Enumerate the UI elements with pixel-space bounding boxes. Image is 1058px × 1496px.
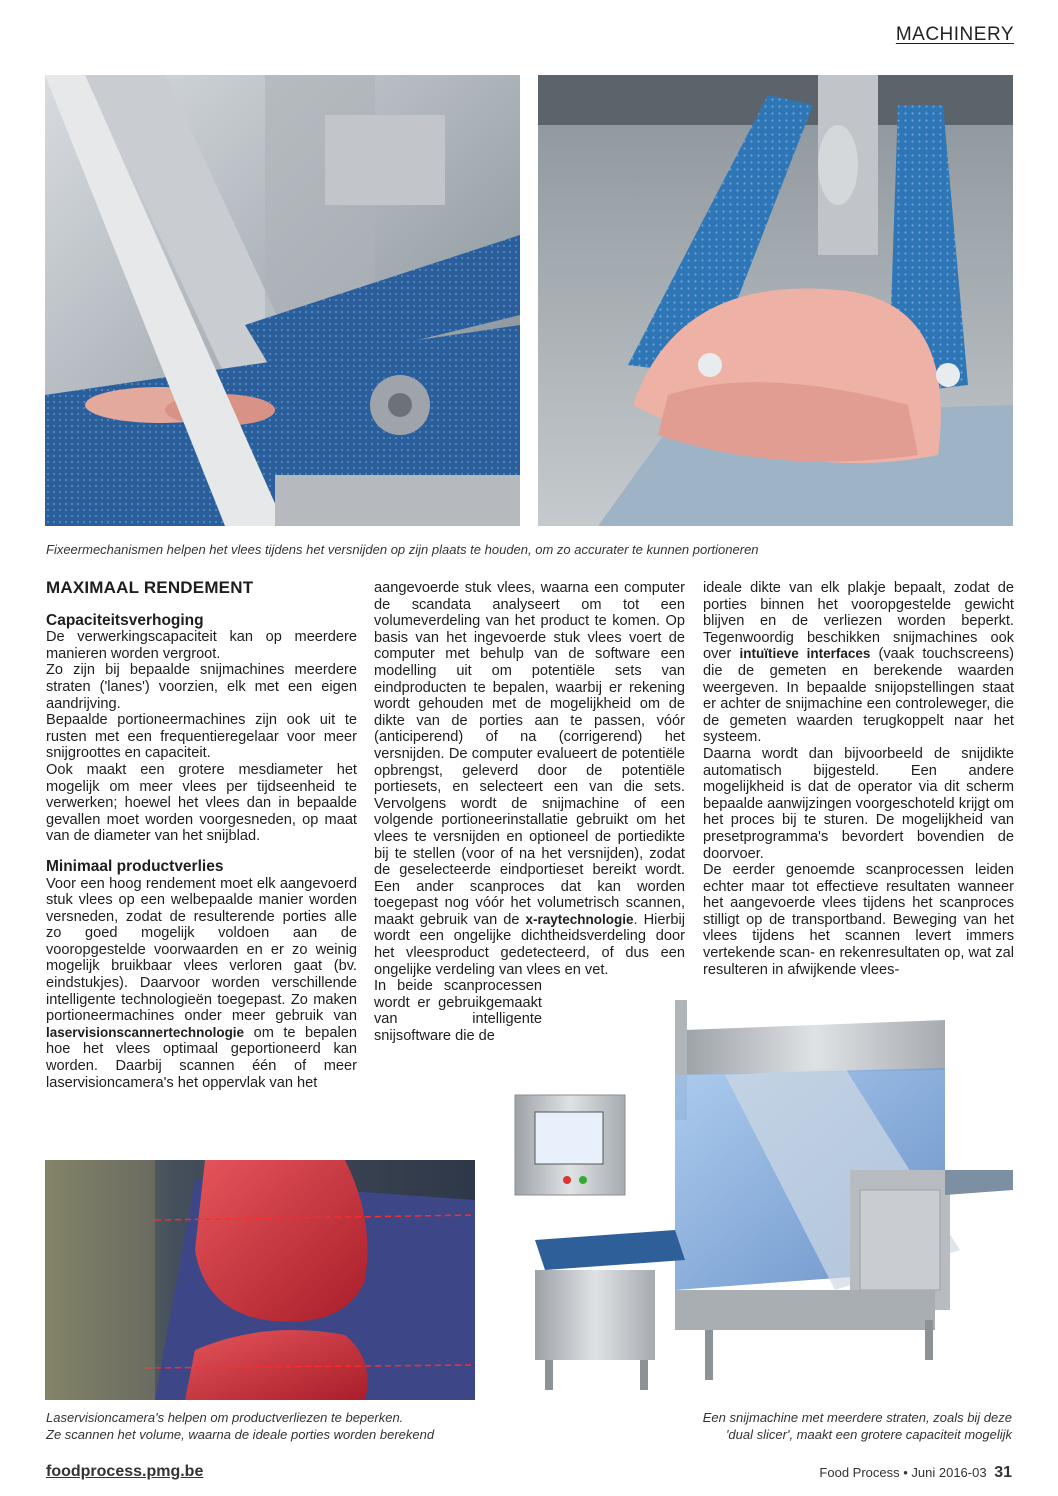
page-number: 31 xyxy=(994,1464,1012,1481)
article-title: MAXIMAAL RENDEMENT xyxy=(46,578,254,597)
photo-laservision xyxy=(45,1160,475,1400)
text-run: ideale dikte van elk plakje bepaalt, zodat de porties binnen het vooropgestelde gewicht blijven en de verliezen worden beperkt. Tegenwoordig beschikken snijmachines ook over xyxy=(703,580,1014,663)
caption-top: Fixeermechanismen helpen het vlees tijdens het versnijden op zijn plaats te houden, om zo accurater te kunnen portioneren xyxy=(46,542,759,557)
caption-bottom-left xyxy=(46,1409,466,1443)
caption-bottom-right xyxy=(592,1409,1012,1443)
subheading-product-loss: Minimaal productverlies xyxy=(46,857,224,875)
caption-line: Ze scannen het volume, waarna de ideale porties worden berekend xyxy=(46,1427,435,1442)
section-tag: MACHINERY xyxy=(895,24,1014,45)
footer-url[interactable]: foodprocess.pmg.be xyxy=(46,1463,204,1480)
article-column-1 xyxy=(46,580,357,1091)
paragraph xyxy=(703,580,1014,746)
text-run: Voor een hoog rendement moet elk aangevoerd stuk vlees op een welbepaalde manier worden versneden, zodat de resulterende porties alle zo goed mogelijk voldoen aan de vooropgestelde voorwaarden en er zo weinig mogelijk bruikbaar vlees verloren gaat (bv. eindstukjes). Daarvoor worden verschillende intelligente technologieën toegepast. Zo maken portioneermachines onder meer gebruik van xyxy=(46,875,357,1025)
paragraph: De verwerkingscapaciteit kan op meerdere manieren worden vergroot. xyxy=(46,629,357,662)
photo-fixing-mechanism xyxy=(45,75,520,526)
article-column-3 xyxy=(703,580,1014,978)
paragraph xyxy=(374,580,685,978)
text-run: (vaak touchscreens) die de gemeten en berekende waarden weergeven. In bepaalde snijopstellingen staat er achter de snijmachine een controleweger, die de gemeten waarden terugkoppelt naar het systeem. xyxy=(703,646,1014,746)
paragraph: Daarna wordt dan bijvoorbeeld de snijdikte automatisch bijgesteld. Een andere mogelijkheid is dat de operator via dit scherm bepaalde aanwijzingen voorgeschoteld krijgt om het proces bij te sturen. De mogelijkheid van presetprogramma's bevordert bovendien de doorvoer. xyxy=(703,745,1014,862)
photo-meat-between-belts xyxy=(538,75,1013,526)
photo-dual-slicer xyxy=(505,990,1013,1402)
paragraph xyxy=(46,876,357,1092)
footer-issue xyxy=(819,1464,1012,1482)
article-column-2 xyxy=(374,580,685,1045)
paragraph: Ook maakt een grotere mesdiameter het mogelijk om meer vlees per tijdseenheid te verwerken; hoewel het vlees dan in bepaalde gevallen moet worden voorgesneden, op maat van de diameter van het snijblad. xyxy=(46,761,357,845)
paragraph: Zo zijn bij bepaalde snijmachines meerdere straten ('lanes') voorzien, elk met een eigen aandrijving. xyxy=(46,662,357,712)
issue-label: Food Process • Juni 2016-03 xyxy=(819,1465,987,1480)
text-run: aangevoerde stuk vlees, waarna een computer de scandata analyseert om tot een volumeverdeling van het product te komen. Op basis van het ingevoerde stuk vlees voert de computer met behulp van de software een modelling uit om potentiële sets van eindproducten te bepalen, waarbij er rekening wordt gehouden met de mogelijkheid om de dikte van de porties aan te passen, vóór (anticiperend) of na (corrigerend) het versnijden. De computer evalueert de potentiële opbrengst, geleverd door de potentiële portiesets, en selecteert een van die sets. Vervolgens wordt de snijmachine of een volgende portioneerinstallatie gebruikt om het vlees te versnijden en optioneel de portiedikte bij te stellen (voor of na het versnijden), zodat de geselecteerde eindportieset bereikt wordt. Een ander scanproces dat kan worden toegepast nog vóór het volumetrisch scannen, maakt gebruik van de xyxy=(374,580,685,928)
caption-line: Laservisioncamera's helpen om productverliezen te beperken. xyxy=(46,1410,404,1425)
paragraph: In beide scanprocessen wordt er gebruikgemaakt van intelligente snijsoftware die de xyxy=(374,978,542,1045)
text-run: om te bepalen hoe het vlees optimaal geportioneerd kan worden. Daarbij scannen één of meer laservisioncamera's het oppervlak van het xyxy=(46,1024,357,1091)
caption-line: Een snijmachine met meerdere straten, zoals bij deze xyxy=(702,1410,1012,1425)
paragraph: Bepaalde portioneermachines zijn ook uit te rusten met een frequentieregelaar voor meer snijgroottes en capaciteit. xyxy=(46,712,357,762)
paragraph: De eerder genoemde scanprocessen leiden echter maar tot effectieve resultaten wanneer het aangevoerde vlees tijdens het scanproces stilligt op de transportband. Beweging van het vlees tijdens het scannen levert immers vertekende scan- en rekenresultaten op, wat zal resulteren in afwijkende vlees- xyxy=(703,862,1014,978)
keyword-xray: x-raytechnologie xyxy=(525,911,634,927)
subheading-capacity: Capaciteitsverhoging xyxy=(46,611,204,629)
caption-line: 'dual slicer', maakt een grotere capaciteit mogelijk xyxy=(725,1427,1012,1442)
text-run: . Hierbij wordt een ongelijke dichtheidsverdeling door het vleesproduct gedetecteerd, of dus een ongelijke verdeling van vlees en vet. xyxy=(374,911,685,978)
keyword-laservision: laservisionscannertechnologie xyxy=(46,1024,245,1040)
keyword-interfaces: intuïtieve interfaces xyxy=(739,646,871,662)
